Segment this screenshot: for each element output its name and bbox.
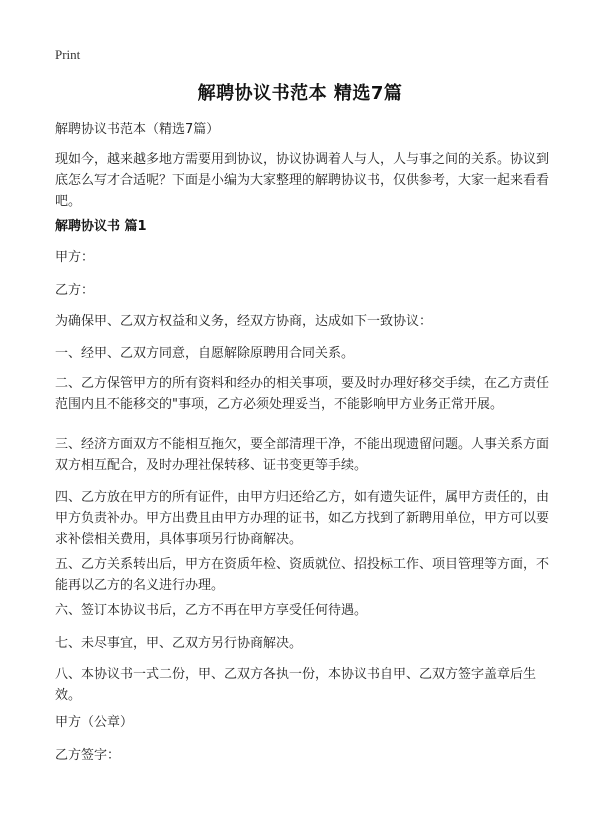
clause-4: 四、乙方放在甲方的所有证件，由甲方归还给乙方，如有遗失证件，属甲方责任的，由甲方负责补办。甲方出费且由甲方办理的证书，如乙方找到了新聘用单位，甲方可以要求补偿相关费用，具体事项另行协商解决。	[55, 490, 550, 547]
print-link[interactable]: Print	[55, 47, 81, 62]
clause-1: 一、经甲、乙双方同意，自愿解除原聘用合同关系。	[55, 346, 355, 361]
clause-5: 五、乙方关系转出后，甲方在资质年检、资质就位、招投标工作、项目管理等方面，不能再以乙方的名义进行办理。	[55, 557, 550, 593]
clause-8: 八、本协议书一式二份，甲、乙双方各执一份，本协议书自甲、乙双方签字盖章后生效。	[55, 667, 537, 703]
clause-2: 二、乙方保管甲方的所有资料和经办的相关事项，要及时办理好移交手续，在乙方责任范围内且不能移交的"事项，乙方必须处理妥当，不能影响甲方业务正常开展。	[55, 376, 550, 412]
clause-3: 三、经济方面双方不能相互拖欠，要全部清理干净，不能出现遗留问题。人事关系方面双方相互配合，及时办理社保转移、证书变更等手续。	[55, 437, 550, 473]
section-heading: 解聘协议书 篇1	[55, 219, 147, 234]
party-b-line: 乙方：	[55, 283, 95, 298]
document-subtitle: 解聘协议书范本（精选7篇）	[55, 122, 220, 137]
sign-party-b: 乙方签字：	[55, 748, 121, 763]
party-a-line: 甲方：	[55, 250, 95, 265]
clause-6: 六、签订本协议书后，乙方不再在甲方享受任何待遇。	[55, 603, 368, 618]
intro-paragraph: 现如今，越来越多地方需要用到协议，协议协调着人与人，人与事之间的关系。协议到底怎么写才合适呢？下面是小编为大家整理的解聘协议书，仅供参考，大家一起来看看吧。	[55, 152, 550, 209]
sign-party-a: 甲方（公章）	[55, 715, 134, 730]
document-title: 解聘协议书范本 精选7篇	[197, 83, 403, 104]
clause-7: 七、未尽事宜，甲、乙双方另行协商解决。	[55, 636, 303, 651]
preamble-paragraph: 为确保甲、乙双方权益和义务，经双方协商，达成如下一致协议：	[55, 314, 433, 329]
